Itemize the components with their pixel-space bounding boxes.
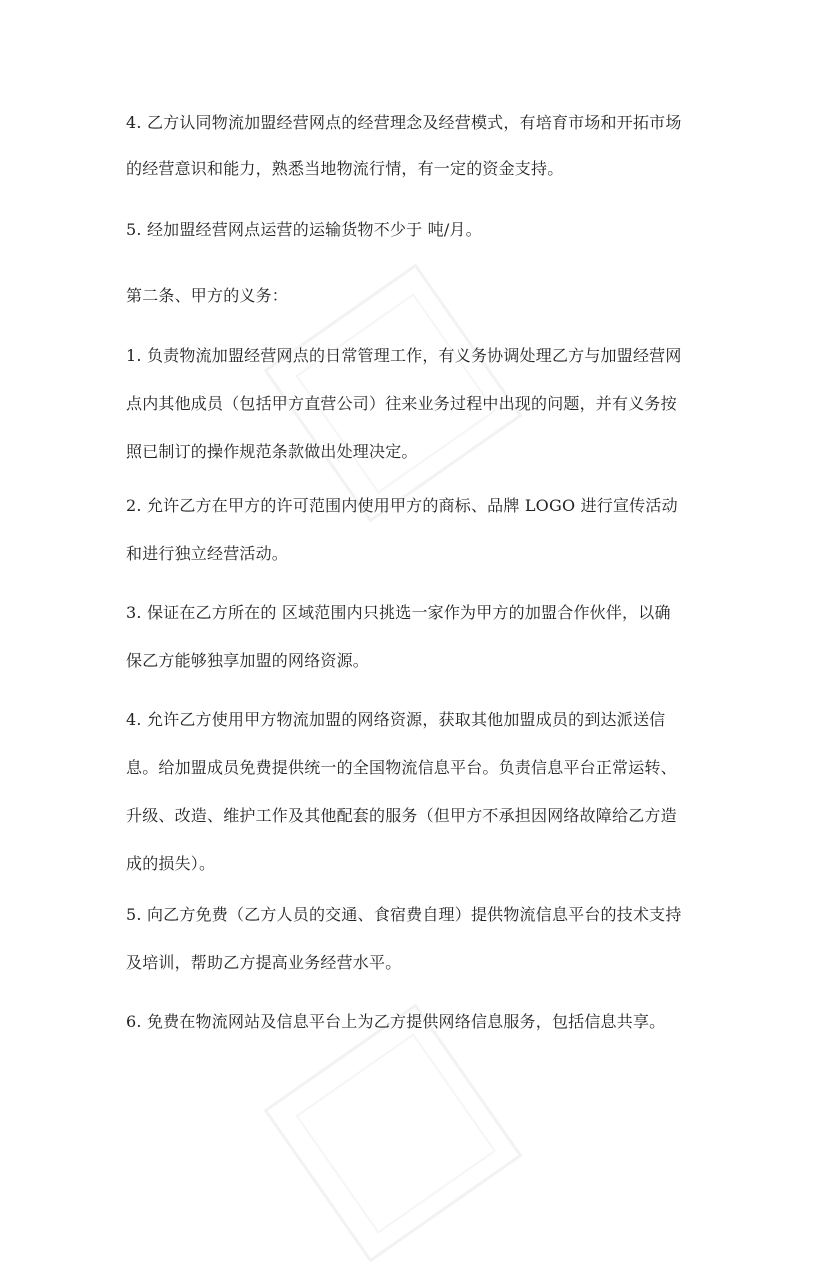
text-line: 升级、改造、维护工作及其他配套的服务（但甲方不承担因网络故障给乙方造 — [126, 806, 677, 825]
text-line: 和进行独立经营活动。 — [126, 544, 289, 563]
text-line: 5. 向乙方免费（乙方人员的交通、食宿费自理）提供物流信息平台的技术支持 — [126, 905, 682, 924]
paragraph-yi-4 — [126, 104, 706, 188]
text-line: 4. 允许乙方使用甲方物流加盟的网络资源，获取其他加盟成员的到达派送信 — [126, 710, 666, 729]
text-line: 3. 保证在乙方所在的 区域范围内只挑选一家作为甲方的加盟合作伙伴，以确 — [126, 603, 671, 622]
text-line: 的经营意识和能力，熟悉当地物流行情，有一定的资金支持。 — [126, 159, 564, 178]
paragraph-jia-2 — [126, 487, 706, 573]
paragraph-jia-4 — [126, 701, 706, 883]
paragraph-jia-6 — [126, 1003, 706, 1041]
text-line: 成的损失）。 — [126, 854, 216, 873]
text-line: 6. 免费在物流网站及信息平台上为乙方提供网络信息服务，包括信息共享。 — [126, 1012, 666, 1031]
text-line: 第二条、甲方的义务： — [126, 286, 289, 305]
text-line: 5. 经加盟经营网点运营的运输货物不少于 吨/月。 — [126, 220, 482, 239]
text-line: 息。给加盟成员免费提供统一的全国物流信息平台。负责信息平台正常运转、 — [126, 758, 677, 777]
text-line: 4. 乙方认同物流加盟经营网点的经营理念及经营模式，有培育市场和开拓市场 — [126, 113, 682, 132]
text-line: 2. 允许乙方在甲方的许可范围内使用甲方的商标、品牌 LOGO 进行宣传活动 — [126, 496, 678, 515]
section-heading — [126, 277, 706, 315]
text-line: 保乙方能够独享加盟的网络资源。 — [126, 651, 370, 670]
paragraph-jia-5 — [126, 896, 706, 982]
paragraph-jia-1 — [126, 337, 706, 471]
paragraph-jia-3 — [126, 594, 706, 680]
paragraph-yi-5 — [126, 211, 706, 249]
text-line: 照已制订的操作规范条款做出处理决定。 — [126, 442, 418, 461]
text-line: 点内其他成员（包括甲方直营公司）往来业务过程中出现的问题，并有义务按 — [126, 394, 677, 413]
watermark-stamp-icon — [263, 1003, 522, 1262]
text-line: 及培训，帮助乙方提高业务经营水平。 — [126, 953, 402, 972]
text-line: 1. 负责物流加盟经营网点的日常管理工作，有义务协调处理乙方与加盟经营网 — [126, 346, 682, 365]
